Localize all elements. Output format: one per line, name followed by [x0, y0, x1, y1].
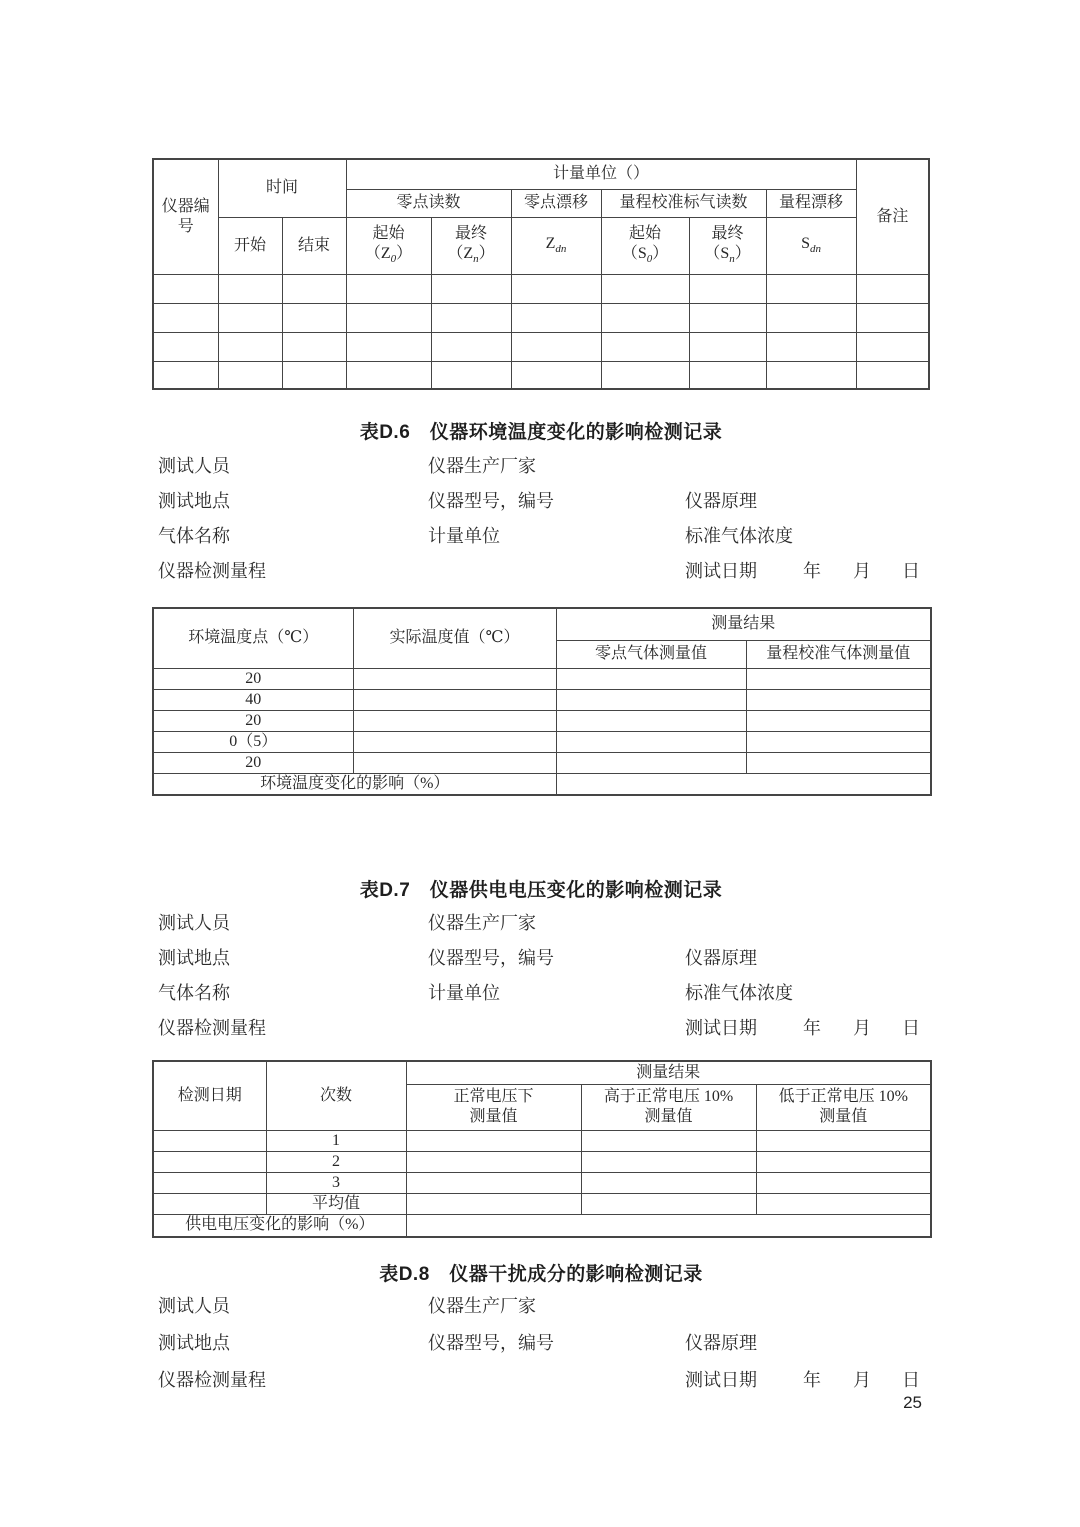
empty-cell [581, 1130, 756, 1151]
table-row [153, 1172, 931, 1193]
label-day: 日 [902, 1370, 920, 1390]
symbol-s0: $(S_0)$ [621, 245, 669, 266]
temp-point-value: 20 [153, 752, 353, 773]
empty-cell [431, 274, 511, 303]
info-row [152, 940, 930, 975]
empty-cell [406, 1214, 931, 1237]
label-year: 年 [803, 561, 821, 581]
symbol-sdn: $S_{dn}$ [801, 235, 821, 256]
empty-cell [689, 332, 766, 361]
label-test-date: 测试日期 [685, 1018, 757, 1038]
empty-cell [556, 668, 746, 689]
column-header-span-gas-value: 量程校准气体测量值 [746, 640, 931, 668]
voltage-influence-table [152, 1060, 932, 1238]
empty-cell [282, 303, 346, 332]
temp-point-value: 20 [153, 710, 353, 731]
empty-cell [511, 361, 601, 389]
column-header-initial-z0: 起始 $(Z_0)$ [346, 217, 431, 274]
info-row [152, 483, 930, 518]
table-footer-row [153, 773, 931, 795]
empty-cell [556, 773, 931, 795]
empty-cell [282, 274, 346, 303]
label-day: 日 [902, 1018, 920, 1038]
empty-cell [746, 689, 931, 710]
temperature-influence-table [152, 607, 932, 796]
empty-cell [689, 303, 766, 332]
column-header-zero-gas-value: 零点气体测量值 [556, 640, 746, 668]
empty-cell [746, 668, 931, 689]
empty-cell [406, 1193, 581, 1214]
column-header-test-date: 检测日期 [153, 1061, 266, 1130]
symbol-sn: $(S_n)$ [704, 245, 751, 266]
empty-cell [556, 689, 746, 710]
info-row [152, 1288, 930, 1325]
label-gas-name: 气体名称 [158, 526, 230, 546]
times-value: 平均值 [266, 1193, 406, 1214]
empty-cell [406, 1130, 581, 1151]
empty-cell [153, 361, 218, 389]
label-gas-name: 气体名称 [158, 983, 230, 1003]
column-header-span-gas-reading: 量程校准标气读数 [601, 189, 766, 217]
label-tester: 测试人员 [158, 913, 230, 933]
label-manufacturer: 仪器生产厂家 [428, 1296, 536, 1316]
label-model-no: 仪器型号，编号 [428, 1333, 554, 1353]
empty-cell [353, 731, 556, 752]
label-principle: 仪器原理 [685, 491, 757, 511]
empty-cell [218, 274, 282, 303]
empty-cell [856, 361, 929, 389]
empty-cell [746, 752, 931, 773]
empty-cell [581, 1172, 756, 1193]
table-row [153, 361, 929, 389]
table-header-row [153, 1061, 931, 1084]
table-footer-row [153, 1214, 931, 1237]
empty-cell [766, 332, 856, 361]
page-number: 25 [903, 1393, 922, 1412]
empty-cell [746, 710, 931, 731]
empty-cell [766, 274, 856, 303]
empty-cell [556, 710, 746, 731]
label-day: 日 [902, 561, 920, 581]
empty-cell [346, 274, 431, 303]
label-manufacturer: 仪器生产厂家 [428, 456, 536, 476]
label-range: 仪器检测量程 [158, 1370, 266, 1390]
times-value: 1 [266, 1130, 406, 1151]
footer-voltage-influence: 供电电压变化的影响（%） [153, 1214, 406, 1237]
label-manufacturer: 仪器生产厂家 [428, 913, 536, 933]
label-principle: 仪器原理 [685, 948, 757, 968]
empty-cell [756, 1172, 931, 1193]
info-row [152, 553, 930, 588]
label-unit: 计量单位 [428, 983, 500, 1003]
empty-cell [746, 731, 931, 752]
section-title-d7: 表D.7 仪器供电电压变化的影响检测记录 [359, 880, 723, 901]
label-location: 测试地点 [158, 491, 230, 511]
label-location: 测试地点 [158, 948, 230, 968]
temp-point-value: 40 [153, 689, 353, 710]
empty-cell [153, 332, 218, 361]
empty-cell [431, 332, 511, 361]
times-value: 3 [266, 1172, 406, 1193]
table-row [153, 689, 931, 710]
temp-point-value: 20 [153, 668, 353, 689]
label-year: 年 [803, 1370, 821, 1390]
column-header-temp-point: 环境温度点（℃） [153, 608, 353, 668]
empty-cell [406, 1172, 581, 1193]
empty-cell [856, 303, 929, 332]
symbol-zdn: $Z_{dn}$ [545, 235, 567, 256]
label-year: 年 [803, 1018, 821, 1038]
empty-cell [556, 752, 746, 773]
empty-cell [511, 332, 601, 361]
info-block-d8 [152, 1288, 930, 1399]
column-header-initial-s0: 起始 $(S_0)$ [601, 217, 689, 274]
empty-cell [581, 1151, 756, 1172]
table-header-row [153, 608, 931, 640]
empty-cell [353, 689, 556, 710]
table-header-row [153, 217, 929, 274]
empty-cell [218, 303, 282, 332]
column-header-sdn [766, 217, 856, 274]
symbol-z0: $(Z_0)$ [364, 245, 413, 266]
empty-cell [153, 303, 218, 332]
empty-cell [282, 332, 346, 361]
empty-cell [406, 1151, 581, 1172]
empty-cell [431, 303, 511, 332]
empty-cell [153, 1130, 266, 1151]
empty-cell [601, 332, 689, 361]
label-range: 仪器检测量程 [158, 1018, 266, 1038]
column-header-unit: 计量单位（） [346, 159, 856, 189]
info-block-d7 [152, 905, 930, 1045]
label-test-date: 测试日期 [685, 1370, 757, 1390]
column-header-span-drift: 量程漂移 [766, 189, 856, 217]
times-value: 2 [266, 1151, 406, 1172]
column-header-times: 次数 [266, 1061, 406, 1130]
column-header-time-start: 开始 [218, 217, 282, 274]
table-row [153, 1193, 931, 1214]
label-tester: 测试人员 [158, 1296, 230, 1316]
table-row [153, 731, 931, 752]
empty-cell [218, 361, 282, 389]
column-header-remark: 备注 [856, 159, 929, 274]
empty-cell [581, 1193, 756, 1214]
column-header-final-sn: 最终 $(S_n)$ [689, 217, 766, 274]
empty-cell [153, 1151, 266, 1172]
label-std-gas-conc: 标准气体浓度 [685, 983, 793, 1003]
table-row [153, 274, 929, 303]
column-header-higher-voltage: 高于正常电压 10% 测量值 [581, 1084, 756, 1130]
info-block-d6 [152, 448, 930, 588]
label-std-gas-conc: 标准气体浓度 [685, 526, 793, 546]
empty-cell [601, 361, 689, 389]
empty-cell [353, 752, 556, 773]
column-header-zero-reading: 零点读数 [346, 189, 511, 217]
empty-cell [346, 361, 431, 389]
column-header-result: 测量结果 [556, 608, 931, 640]
label-model-no: 仪器型号，编号 [428, 491, 554, 511]
label-unit: 计量单位 [428, 526, 500, 546]
table-row [153, 1151, 931, 1172]
table-row [153, 710, 931, 731]
symbol-zn: $(Z_n)$ [447, 245, 495, 266]
empty-cell [511, 303, 601, 332]
label-location: 测试地点 [158, 1333, 230, 1353]
label-test-date: 测试日期 [685, 561, 757, 581]
label-range: 仪器检测量程 [158, 561, 266, 581]
table-row [153, 668, 931, 689]
empty-cell [153, 1193, 266, 1214]
info-row [152, 518, 930, 553]
label-month: 月 [853, 1370, 871, 1390]
temp-point-value: 0（5） [153, 731, 353, 752]
info-row [152, 905, 930, 940]
empty-cell [353, 710, 556, 731]
column-header-final-zn: 最终 $(Z_n)$ [431, 217, 511, 274]
empty-cell [431, 361, 511, 389]
empty-cell [856, 332, 929, 361]
empty-cell [756, 1130, 931, 1151]
section-title-d8: 表D.8 仪器干扰成分的影响检测记录 [379, 1264, 703, 1285]
empty-cell [153, 274, 218, 303]
info-row [152, 448, 930, 483]
column-header-actual-temp: 实际温度值（℃） [353, 608, 556, 668]
empty-cell [756, 1193, 931, 1214]
empty-cell [856, 274, 929, 303]
empty-cell [601, 303, 689, 332]
empty-cell [601, 274, 689, 303]
empty-cell [756, 1151, 931, 1172]
empty-cell [689, 274, 766, 303]
empty-cell [346, 303, 431, 332]
table-row [153, 752, 931, 773]
empty-cell [511, 274, 601, 303]
info-row [152, 1010, 930, 1045]
info-row [152, 1325, 930, 1362]
empty-cell [556, 731, 746, 752]
column-header-result: 测量结果 [406, 1061, 931, 1084]
label-tester: 测试人员 [158, 456, 230, 476]
column-header-normal-voltage: 正常电压下 测量值 [406, 1084, 581, 1130]
empty-cell [766, 303, 856, 332]
label-model-no: 仪器型号，编号 [428, 948, 554, 968]
label-month: 月 [853, 561, 871, 581]
table-row [153, 332, 929, 361]
empty-cell [766, 361, 856, 389]
label-principle: 仪器原理 [685, 1333, 757, 1353]
label-month: 月 [853, 1018, 871, 1038]
info-row [152, 975, 930, 1010]
empty-cell [153, 1172, 266, 1193]
drift-record-table [152, 158, 930, 390]
column-header-time-end: 结束 [282, 217, 346, 274]
table-header-row [153, 159, 929, 189]
column-header-time: 时间 [218, 159, 346, 217]
empty-cell [282, 361, 346, 389]
empty-cell [353, 668, 556, 689]
column-header-zero-drift: 零点漂移 [511, 189, 601, 217]
table-row [153, 1130, 931, 1151]
empty-cell [689, 361, 766, 389]
section-title-d6: 表D.6 仪器环境温度变化的影响检测记录 [359, 422, 723, 443]
empty-cell [346, 332, 431, 361]
empty-cell [218, 332, 282, 361]
table-row [153, 303, 929, 332]
column-header-instrument-no: 仪器编号 [153, 159, 218, 274]
footer-temp-influence: 环境温度变化的影响（%） [153, 773, 556, 795]
column-header-lower-voltage: 低于正常电压 10% 测量值 [756, 1084, 931, 1130]
column-header-zdn [511, 217, 601, 274]
